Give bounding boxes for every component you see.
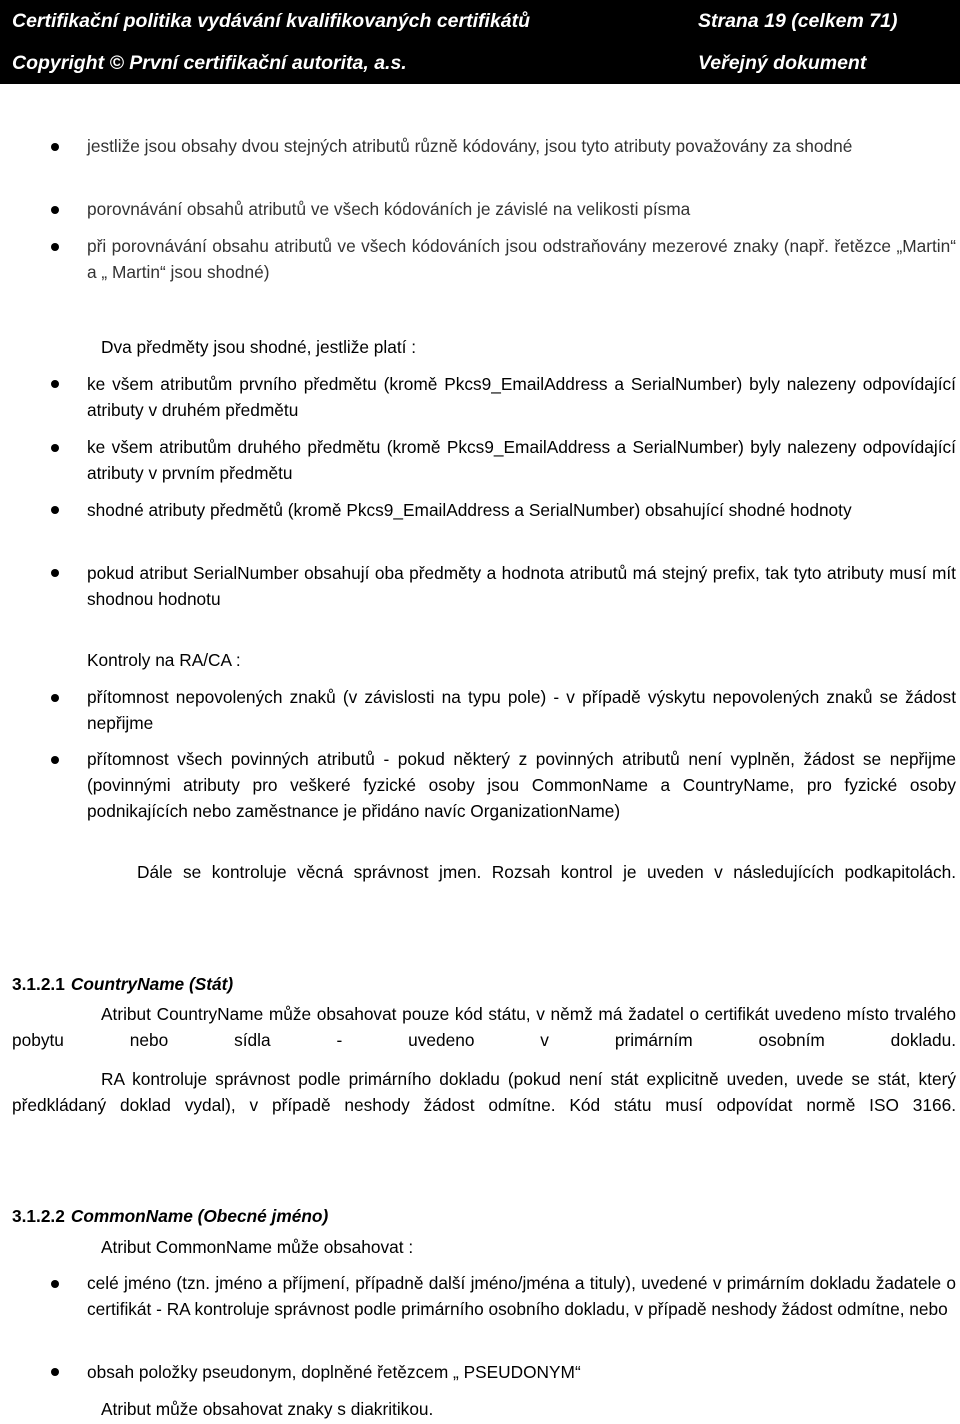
bullet-icon xyxy=(51,506,59,514)
countryname-paragraph-2: RA kontroluje správnost podle primárního dokladu (pokud není stát explicitně uveden, uvede se stát, který předkládaný doklad vydal), v případě neshody žádost odmítne. Kód státu musí odpovídat normě ISO 3166. xyxy=(12,1069,956,1115)
header-bar-bottom xyxy=(0,42,960,84)
list-item: přítomnost všech povinných atributů - pokud některý z povinných atributů není vyplněn, žádost se nepřijme (povinnými atributy pro veškeré fyzické osoby jsou CommonName a CountryName, pro fyzické osoby podnikajících nebo zaměstnance je přidáno navíc OrganizationName) xyxy=(87,749,956,821)
section-number: 3.1.2.2 xyxy=(12,1206,65,1226)
bullet-icon xyxy=(51,694,59,702)
section-heading-countryname xyxy=(12,971,233,997)
bullet-icon xyxy=(51,380,59,388)
document-title: Certifikační politika vydávání kvalifikovaných certifikátů xyxy=(12,10,531,32)
page-number: Strana 19 (celkem 71) xyxy=(698,10,898,32)
list-item: ke všem atributům druhého předmětu (kromě Pkcs9_EmailAddress a SerialNumber) byly nalezeny odpovídající atributy v prvním předmětu xyxy=(87,437,956,483)
list-item: shodné atributy předmětů (kromě Pkcs9_EmailAddress a SerialNumber) obsahující shodné hodnoty xyxy=(87,500,852,520)
section-number: 3.1.2.1 xyxy=(12,974,65,994)
list-item: pokud atribut SerialNumber obsahují oba předměty a hodnota atributů má stejný prefix, tak tyto atributy musí mít shodnou hodnotu xyxy=(87,563,956,609)
copyright-notice: Copyright © První certifikační autorita, a.s. xyxy=(12,52,407,74)
header-bar-top xyxy=(0,0,960,42)
bullet-icon xyxy=(51,243,59,251)
bullet-icon xyxy=(51,143,59,151)
section-title: CountryName (Stát) xyxy=(70,974,234,994)
bullet-icon xyxy=(51,756,59,764)
bullet-icon xyxy=(51,444,59,452)
commonname-note: Atribut může obsahovat znaky s diakritikou. xyxy=(101,1399,434,1419)
bullet-icon xyxy=(51,1368,59,1376)
list-item: porovnávání obsahů atributů ve všech kódováních je závislé na velikosti písma xyxy=(87,199,691,219)
list-item: celé jméno (tzn. jméno a příjmení, případně další jméno/jména a tituly), uvedené v primárním dokladu žadatele o certifikát - RA kontroluje správnost podle primárního osobního dokladu, v případě neshody žádost odmítne, nebo xyxy=(87,1273,956,1319)
section-heading-commonname xyxy=(12,1203,328,1229)
list-item: jestliže jsou obsahy dvou stejných atributů různě kódovány, jsou tyto atributy považovány za shodné xyxy=(87,136,853,156)
bullet-icon xyxy=(51,206,59,214)
ra-note-paragraph: Dále se kontroluje věcná správnost jmen. Rozsah kontrol je uveden v následujících podkapitolách. xyxy=(137,862,956,882)
list-item: obsah položky pseudonym, doplněné řetězcem „ PSEUDONYM“ xyxy=(87,1362,581,1382)
list-item: přítomnost nepovolených znaků (v závislosti na typu pole) - v případě výskytu nepovolených znaků se žádost nepřijme xyxy=(87,687,956,733)
section-title: CommonName (Obecné jméno) xyxy=(70,1206,329,1226)
commonname-intro: Atribut CommonName může obsahovat : xyxy=(101,1237,414,1257)
list-item: při porovnávání obsahu atributů ve všech kódováních jsou odstraňovány mezerové znaky (např. řetězce „Martin“ a „ Martin“ jsou shodné) xyxy=(87,236,956,282)
document-classification: Veřejný dokument xyxy=(698,52,867,74)
list-item: ke všem atributům prvního předmětu (kromě Pkcs9_EmailAddress a SerialNumber) byly nalezeny odpovídající atributy v druhém předmětu xyxy=(87,374,956,420)
equality-intro: Dva předměty jsou shodné, jestliže platí : xyxy=(101,337,417,357)
bullet-icon xyxy=(51,1280,59,1288)
bullet-icon xyxy=(51,569,59,577)
countryname-paragraph-1: Atribut CountryName může obsahovat pouze kód státu, v němž má žadatel o certifikát uvedeno místo trvalého pobytu nebo sídla - uvedeno v primárním osobním dokladu. xyxy=(12,1004,956,1050)
ra-checks-intro: Kontroly na RA/CA : xyxy=(87,650,241,670)
